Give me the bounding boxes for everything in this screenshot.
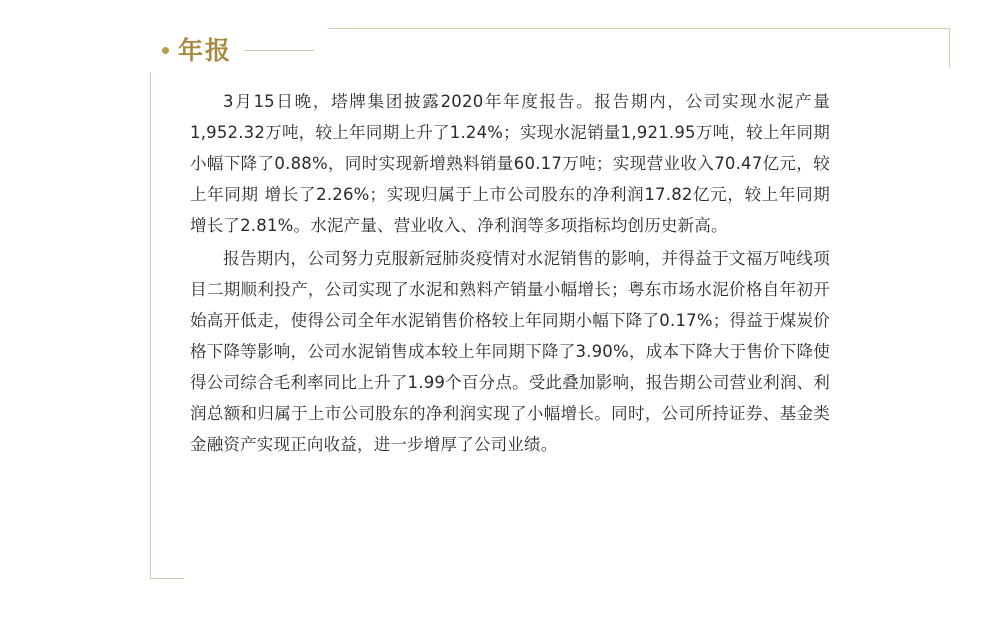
paragraph: 3月15日晚，塔牌集团披露2020年年度报告。报告期内，公司实现水泥产量1,952.32万吨，较上年同期上升了1.24%；实现水泥销量1,921.95万吨，较上年同期小幅下降了0.88%，同时实现新增熟料销量60.17万吨；实现营业收入70.47亿元，较上年同期 增长了2.26%；实现归属于上市公司股东的净利润17.82亿元，较上年同期增长了2.81%。水泥产量、营业收入、净利润等多项指标均创历史新高。	[190, 92, 830, 235]
decorative-frame-bottom-stub	[150, 578, 184, 579]
article-body	[190, 86, 830, 462]
paragraph: 报告期内，公司努力克服新冠肺炎疫情对水泥销售的影响，并得益于文福万吨线项目二期顺利投产，公司实现了水泥和熟料产销量小幅增长；粤东市场水泥价格自年初开始高开低走，使得公司全年水泥销售价格较上年同期小幅下降了0.17%；得益于煤炭价格下降等影响，公司水泥销售成本较上年同期下降了3.90%，成本下降大于售价下降使得公司综合毛利率同比上升了1.99个百分点。受此叠加影响，报告期公司营业利润、利润总额和归属于上市公司股东的净利润实现了小幅增长。同时，公司所持证券、基金类金融资产实现正向收益，进一步增厚了公司业绩。	[190, 249, 830, 454]
heading-rule	[244, 50, 314, 51]
section-heading	[150, 28, 328, 72]
decorative-frame-right-stub	[949, 28, 950, 68]
bullet-dot-icon	[162, 47, 169, 54]
page-title: 年报	[178, 35, 233, 65]
